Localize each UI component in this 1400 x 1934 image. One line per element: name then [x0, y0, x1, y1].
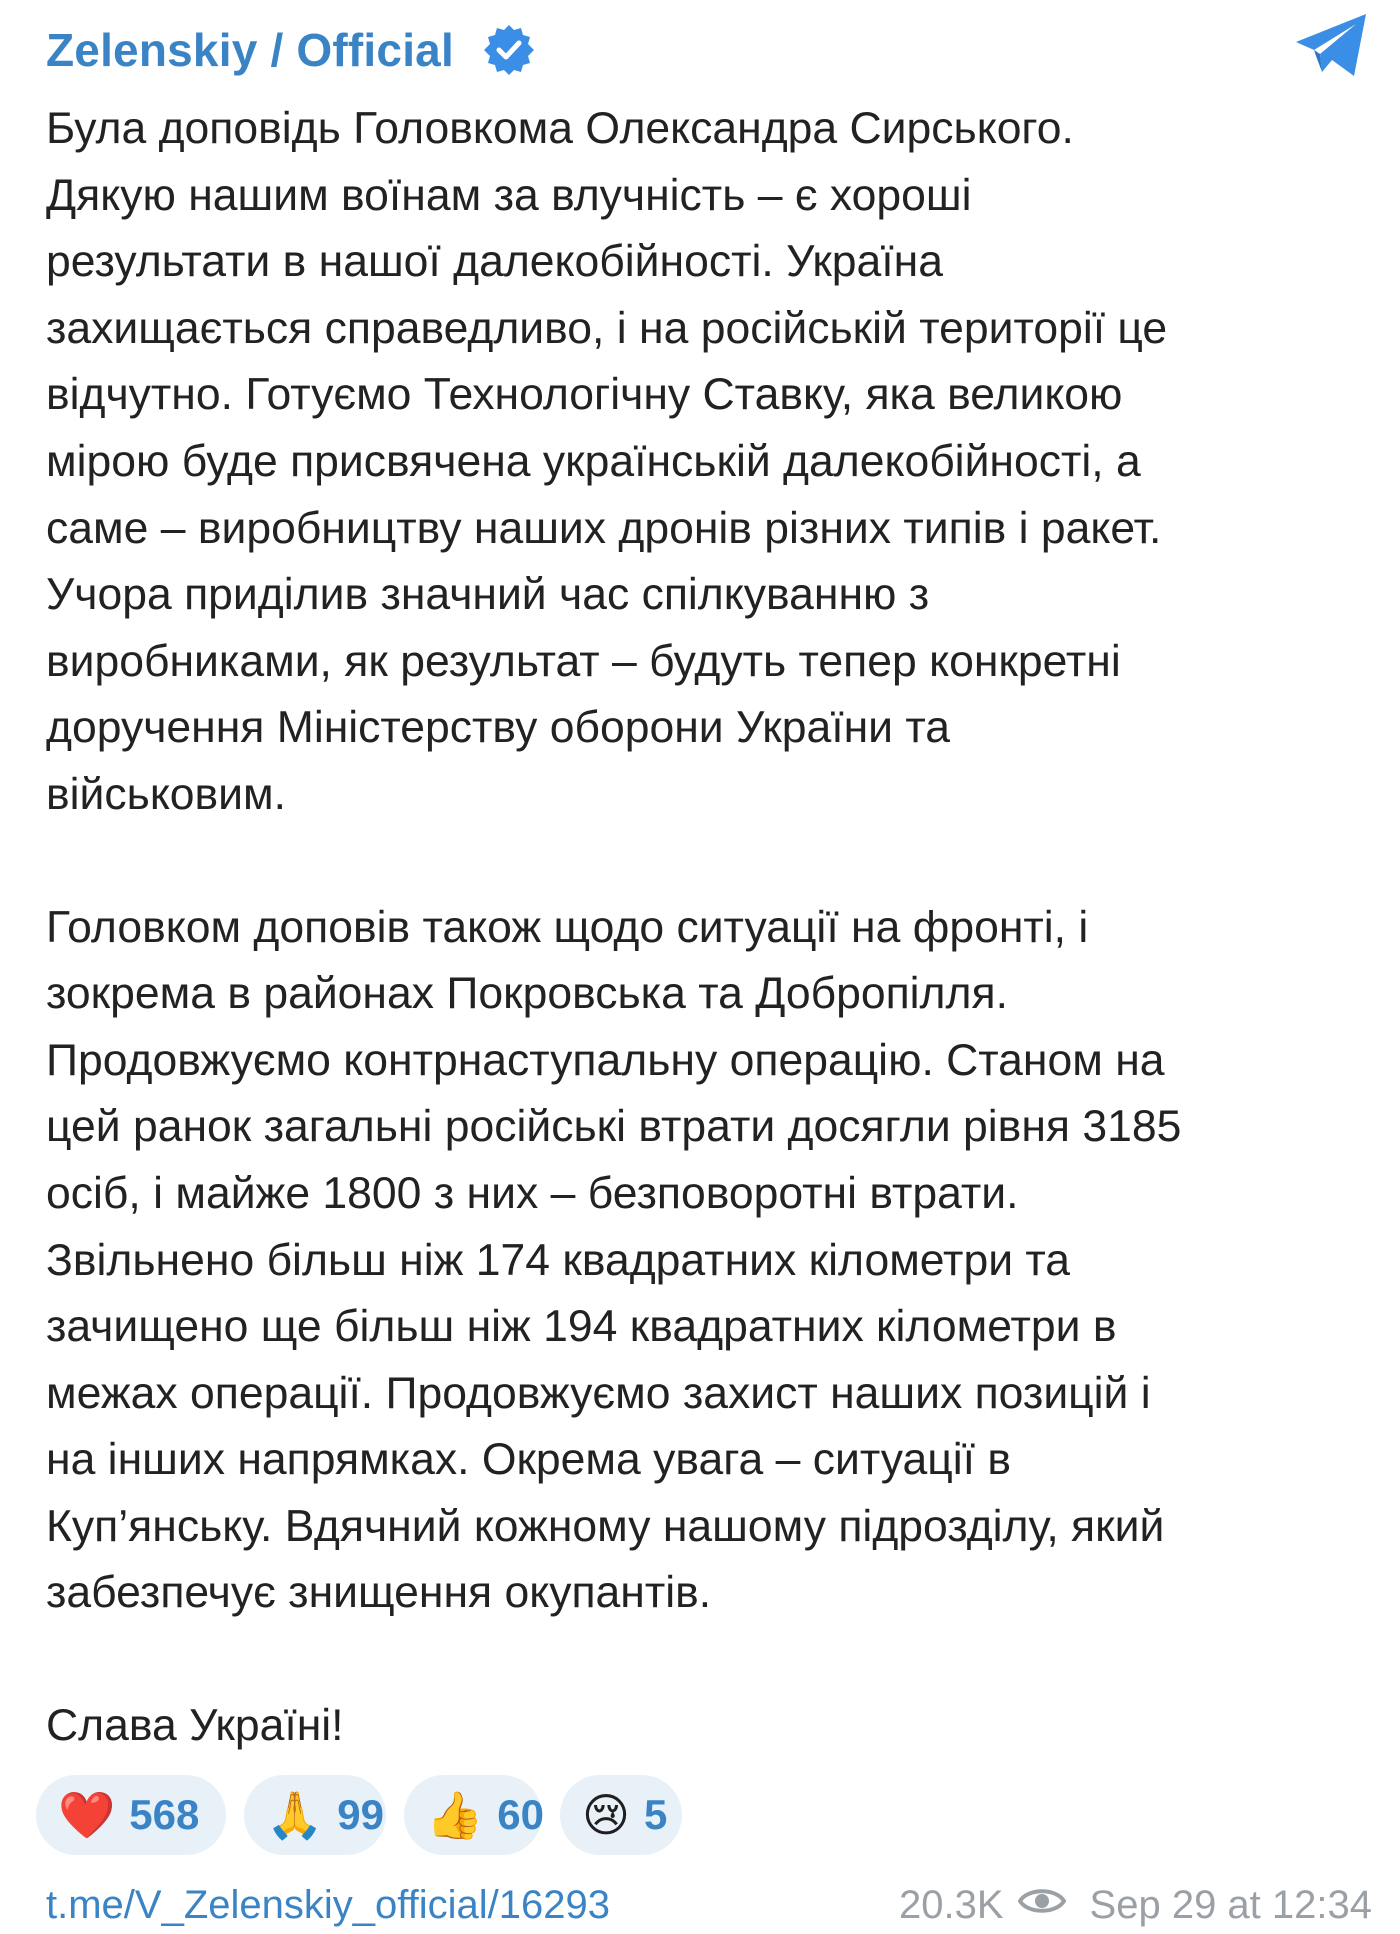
- post-meta: [899, 1883, 1372, 1928]
- reactions-bar: [36, 1775, 682, 1855]
- reaction-count: 568: [129, 1791, 200, 1838]
- post-footer: [46, 1880, 1372, 1930]
- post-link[interactable]: t.me/V_Zelenskiy_official/16293: [46, 1882, 611, 1927]
- channel-name[interactable]: Zelenskiy / Official: [46, 24, 454, 76]
- reaction-count: 99: [337, 1791, 384, 1838]
- folded-hands-icon: 🙏: [266, 1788, 324, 1842]
- verified-badge-icon: [482, 23, 536, 77]
- red-heart-icon: ❤️: [58, 1788, 116, 1842]
- post-header: [46, 0, 1354, 96]
- post-timestamp: Sep 29 at 12:34: [1089, 1882, 1372, 1927]
- reaction-thumbs-up-button[interactable]: [404, 1775, 542, 1855]
- eye-icon: [1004, 1883, 1090, 1928]
- reaction-crying-button[interactable]: [560, 1775, 682, 1855]
- thumbs-up-icon: 👍: [426, 1788, 484, 1842]
- message-text: [46, 96, 1354, 1760]
- message-paragraph: Слава Україні!: [46, 1701, 344, 1751]
- reaction-count: 60: [497, 1791, 544, 1838]
- reaction-count: 5: [643, 1791, 668, 1838]
- reaction-pray-button[interactable]: [244, 1775, 386, 1855]
- view-count: 20.3K: [899, 1882, 1004, 1927]
- telegram-icon[interactable]: [1292, 10, 1372, 80]
- message-paragraph: Була доповідь Головкома Олександра Сирського. Дякую нашим воїнам за влучність – є хороші результати в нашої далекобійності. Україна захищається справедливо, і на російській території це відчутно. Готуємо Технологічну Ставку, яка великою мірою буде присвячена українській далекобійності, а саме – виробництву наших дронів різних типів і ракет. Учора приділив значний час спілкуванню з виробниками, як результат – будуть тепер конкретні доручення Міністерству оборони України та військовим.: [46, 104, 1168, 819]
- reaction-heart-button[interactable]: [36, 1775, 226, 1855]
- message-paragraph: Головком доповів також щодо ситуації на фронті, і зокрема в районах Покровська та Добропілля. Продовжуємо контрнаступальну операцію. Станом на цей ранок загальні російські втрати досягли рівня 3185 осіб, і майже 1800 з них – безповоротні втрати. Звільнено більш ніж 174 квадратних кілометри та зачищено ще більш ніж 194 квадратних кілометри в межах операції. Продовжуємо захист наших позицій і на інших напрямках. Окрема увага – ситуації в Куп’янську. Вдячний кожному нашому підрозділу, який забезпечує знищення окупантів.: [46, 902, 1182, 1618]
- crying-face-icon: 😢: [582, 1788, 630, 1842]
